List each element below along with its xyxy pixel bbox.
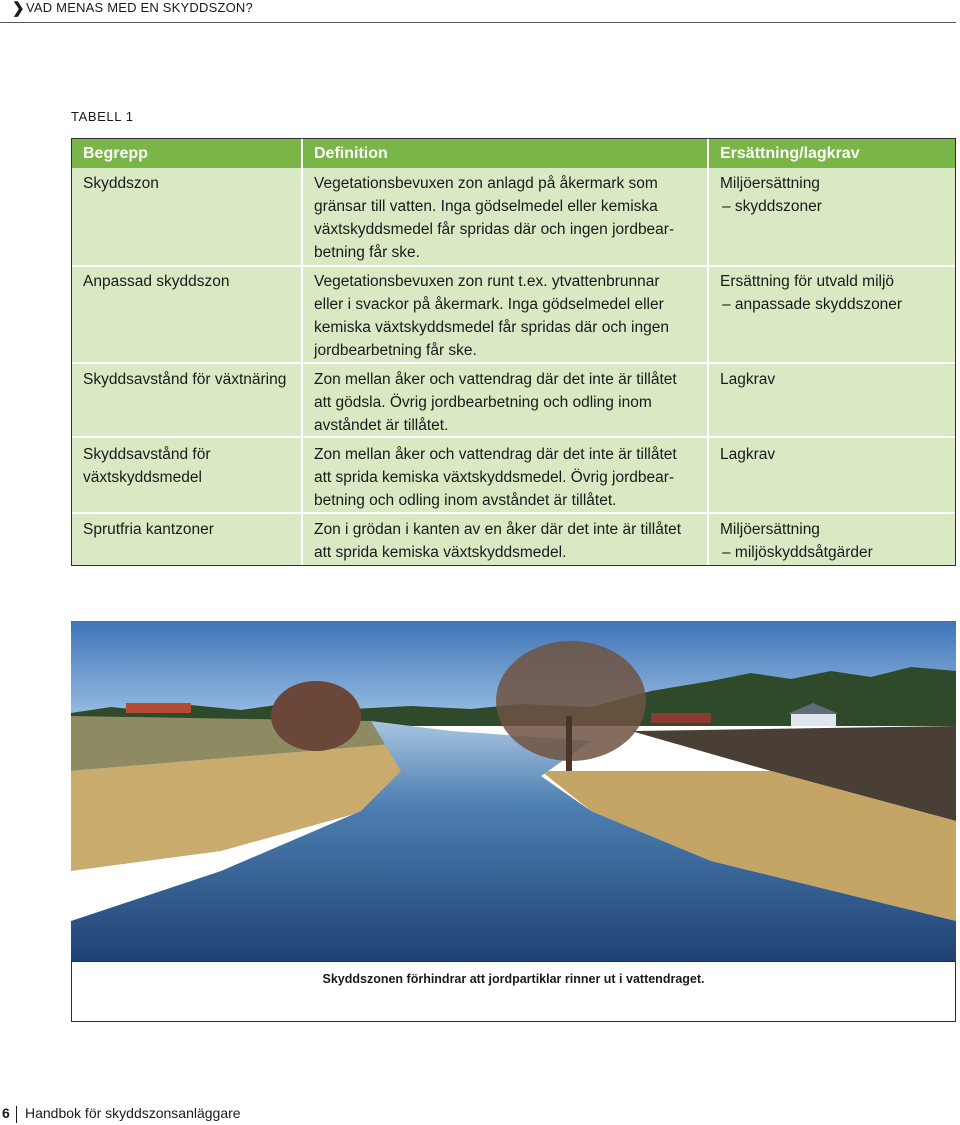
page-number: 6	[2, 1105, 10, 1121]
table-row-definition: Zon i grödan i kanten av en åker där det inte är tillåtet att sprida kemiska växtskyddsmedel.	[314, 521, 682, 561]
definitions-table	[71, 138, 956, 566]
row-divider	[72, 362, 955, 364]
table-row-compensation: Miljöersättning – skyddszoner	[720, 175, 822, 215]
column-header-compensation: Ersättning/lagkrav	[720, 145, 860, 162]
row-divider	[72, 265, 955, 267]
section-title: VAD MENAS MED EN SKYDDSZON?	[26, 0, 253, 15]
chevron-right-icon: ❯	[12, 0, 25, 17]
table-row-compensation: Lagkrav	[720, 371, 776, 388]
table-row-compensation: Ersättning för utvald miljö – anpassade skyddszoner	[720, 273, 903, 313]
table-row-definition: Zon mellan åker och vattendrag där det inte är tillåtet att gödsla. Övrig jordbearbetning och odling inom avståndet är tillåtet.	[314, 371, 677, 434]
river-landscape-photo	[71, 621, 956, 961]
table-row-definition: Vegetationsbevuxen zon anlagd på åkermark som gränsar till vatten. Inga gödselmedel eller kemiska växtskyddsmedel får spridas där och ingen jordbear- betning får ske.	[314, 175, 675, 261]
row-divider	[72, 512, 955, 514]
photo-caption-box	[71, 961, 956, 1022]
book-title: Handbok för skyddszonsanläggare	[25, 1105, 241, 1121]
column-divider	[301, 139, 303, 565]
table-row-compensation: Miljöersättning – miljöskyddsåtgärder	[720, 521, 873, 561]
table-row-term: Anpassad skyddszon	[83, 273, 230, 290]
table-row-term: Skyddsavstånd för växtnäring	[83, 371, 287, 388]
table-row-compensation: Lagkrav	[720, 446, 776, 463]
table-row-term: Sprutfria kantzoner	[83, 521, 214, 538]
table-row-definition: Vegetationsbevuxen zon runt t.ex. ytvattenbrunnar eller i svackor på åkermark. Inga gödselmedel eller kemiska växtskyddsmedel får spridas där och ingen jordbearbetning får ske.	[314, 273, 669, 359]
table-row-definition: Zon mellan åker och vattendrag där det inte är tillåtet att sprida kemiska växtskyddsmedel. Övrig jordbear- betning och odling inom avståndet är tillåtet.	[314, 446, 677, 509]
table-row-term: Skyddszon	[83, 175, 159, 192]
table-header-row	[72, 139, 955, 168]
photo-caption: Skyddszonen förhindrar att jordpartiklar rinner ut i vattendraget.	[322, 972, 705, 986]
footer-divider	[16, 1106, 17, 1123]
table-row-term: Skyddsavstånd för växtskyddsmedel	[83, 446, 211, 486]
table-label: TABELL 1	[71, 109, 134, 124]
section-header	[0, 0, 956, 23]
column-header-definition: Definition	[314, 145, 388, 162]
column-header-term: Begrepp	[83, 145, 148, 162]
